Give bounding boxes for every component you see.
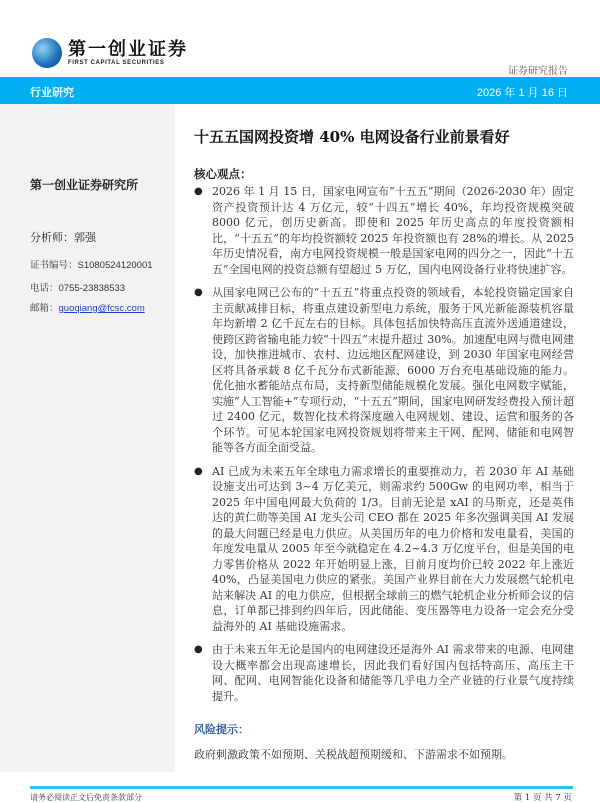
phone: 电话：0755-23838533 bbox=[30, 283, 126, 294]
main-column bbox=[194, 184, 574, 762]
risk-heading: 风险提示： bbox=[194, 723, 249, 736]
report-title: 十五五国网投资增 40% 电网设备行业前景看好 bbox=[194, 128, 510, 146]
globe-logo-icon bbox=[32, 38, 62, 68]
bullet-text: 从国家电网已公布的“十五五”将重点投资的领域看，本轮投资锚定国家自主贡献减排目标，将重点建设新型电力系统，服务于风光新能源装机容量年均新增 2 亿千瓦左右的目标。具体包括加快特高压直流外送通道建设，使跨区跨省输电能力较“十四五”末提升超过 30%。加速配电网与微电网建设，加快推进城市、农村、边远地区配网建设，到 2030 年国家电网经营区将具备承载 8 亿千瓦分布式新能源、6000 万台充电基础设施的能力。优化抽水蓄能站点布局，支持新型储能规模化发展。强化电网数字赋能，实施“人工智能+”专项行动，“十五五”期间，国家电网研发经费投入预计超过 2400 亿元，数智化技术将深度融入电网规划、建设、运营和服务的各个环节。可见本轮国家电网投资规划将带来主干网、配网、储能和电网智能等各方面全面受益。 bbox=[212, 286, 574, 454]
page-number: 第 1 页 共 7 页 bbox=[513, 793, 572, 803]
report-category: 行业研究 bbox=[30, 86, 74, 99]
company-logo bbox=[32, 38, 188, 68]
email-link[interactable]: guoqiang@fcsc.com bbox=[58, 303, 145, 314]
email-label: 邮箱： bbox=[30, 303, 59, 314]
bullet-icon: ● bbox=[194, 465, 203, 477]
analyst-name: 分析师：郭强 bbox=[30, 231, 96, 244]
list-item bbox=[194, 184, 574, 277]
header-bar bbox=[0, 77, 600, 104]
logo-text-en: FIRST CAPITAL SECURITIES bbox=[68, 60, 165, 66]
bullet-text: 由于未来五年无论是国内的电网建设还是海外 AI 需求带来的电源、电网建设大概率都会出现高速增长，因此我们看好国内包括特高压、高压主干网、配网、电网智能化设备和储能等几乎电力全产业链的行业景气度持续提升。 bbox=[212, 643, 574, 703]
bullet-text: AI 已成为未来五年全球电力需求增长的重要推动力，若 2030 年 AI 基础设施支出可达到 3~4 万亿美元，则需求约 500Gw 的电网功率，相当于 2025 年中国电网最大负荷的 1/3。目前无论是 xAI 的马斯克，还是英伟达的黄仁勋等美国 AI 龙头公司 CEO 都在 2025 年多次强调美国 AI 发展的最大问题已经是电力供应。从美国历年的电力价格和发电量看，美国的年度发电量从 2005 年至今就稳定在 4.2~4.3 万亿度平台，但是美国的电力零售价格从 2022 年开始明显上涨，目前月度均价已较 2022 年上涨近 40%，凸显美国电力供应的紧张。美国产业界目前在大力发展燃气轮机电站来解决 AI 的电力供应，但根据全球前三的燃气轮机企业分析师会议的信息，订单都已排到约四年后，因此储能、变压器等电力设备一定会充分受益海外的 AI 基础设施需求。 bbox=[212, 464, 574, 633]
bullet-icon: ● bbox=[194, 287, 203, 298]
email-row bbox=[30, 300, 145, 314]
report-date: 2026 年 1 月 16 日 bbox=[476, 87, 568, 99]
core-views-heading: 核心观点： bbox=[194, 167, 252, 181]
core-views-list bbox=[194, 184, 574, 704]
bullet-icon: ● bbox=[194, 644, 203, 655]
bullet-text: 2026 年 1 月 15 日，国家电网宣布“十五五”期间（2026-2030 年）固定资产投资预计达 4 万亿元，较“十四五”增长 40%，年均投资规模突破 8000 亿元，创历史新高。即使和 2025 年历史高点的年度投资额相比，“十五五”的年均投资额较 2025 年投资额也有 28%的增长。从 2025 年历史情况看，南方电网投资规模一般是国家电网的四分之一，因此“十五五”全国电网的投资总额有望超过 5 万亿，国内电网设备行业将快速扩容。 bbox=[212, 185, 574, 276]
sidebar bbox=[0, 104, 175, 772]
list-item bbox=[194, 285, 574, 456]
institute-name: 第一创业证券研究所 bbox=[30, 178, 139, 192]
report-type: 证券研究报告 bbox=[508, 66, 568, 77]
footer-disclaimer: 请务必阅读正文后免责条款部分 bbox=[30, 793, 142, 802]
list-item bbox=[194, 642, 574, 704]
certificate-number: 证书编号：S1080524120001 bbox=[30, 260, 153, 271]
bullet-icon: ● bbox=[194, 186, 203, 197]
risk-text: 政府刺激政策不如预期、关税战超预期缓和、下游需求不如预期。 bbox=[194, 748, 513, 761]
footer-divider bbox=[30, 786, 573, 789]
list-item bbox=[194, 464, 574, 635]
logo-text-cn: 第一创业证券 bbox=[68, 39, 188, 60]
